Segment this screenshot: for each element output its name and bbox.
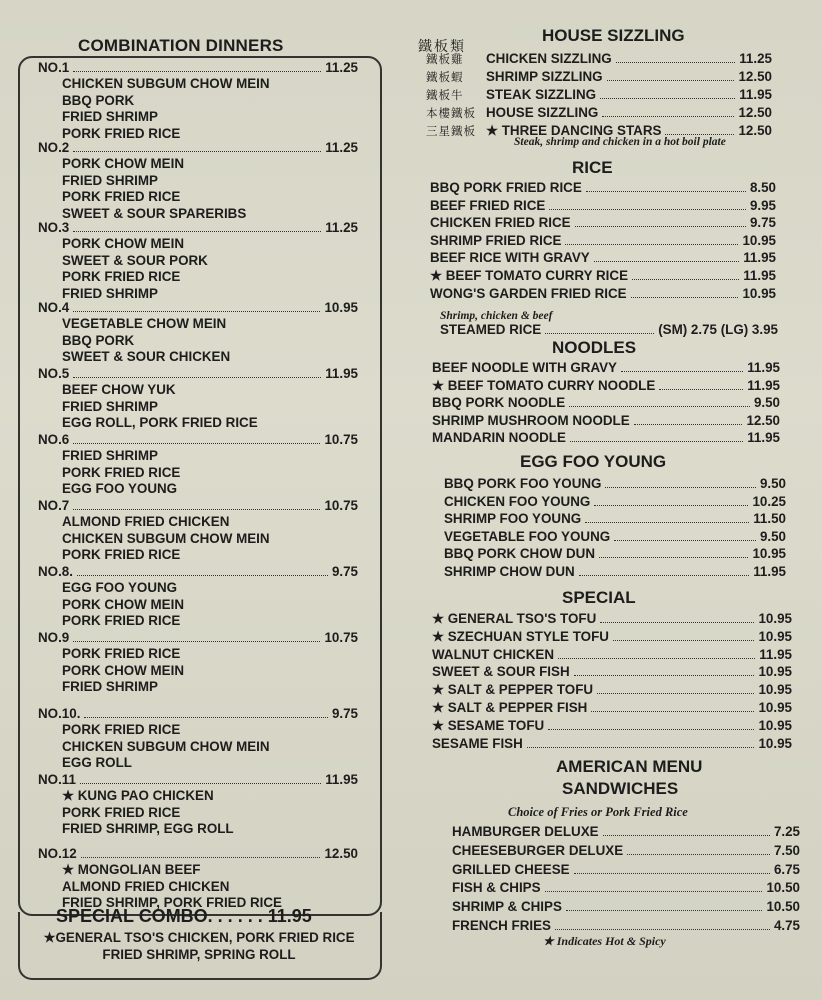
menu-row (432, 682, 792, 698)
dot-leader (574, 863, 770, 874)
combo-item: PORK FRIED RICE (62, 189, 181, 205)
special-combo-line-1: ★GENERAL TSO'S CHICKEN, PORK FRIED RICE (43, 930, 355, 945)
item-chinese-name: 鐵板蝦 (426, 70, 464, 84)
dot-leader (549, 199, 746, 210)
item-name: SHRIMP MUSHROOM NOODLE (432, 412, 630, 428)
item-price: 7.25 (773, 824, 800, 839)
combo-label: NO.12 (38, 846, 77, 861)
house-sizzling-title: HOUSE SIZZLING (542, 26, 685, 45)
combo-label: NO.1 (38, 60, 70, 75)
menu-row (444, 529, 786, 544)
item-name: SHRIMP FRIED RICE (430, 232, 562, 248)
combo-item: CHICKEN SUBGUM CHOW MEIN (62, 530, 270, 546)
menu-row (430, 233, 776, 248)
combo-price: 11.95 (325, 366, 358, 381)
item-name: ★ SALT & PEPPER FISH (432, 700, 588, 715)
combo-label: NO.9 (38, 630, 70, 645)
dot-leader (527, 737, 755, 748)
dot-leader (545, 881, 763, 892)
dot-leader (659, 379, 743, 390)
item-price: 11.95 (739, 87, 772, 102)
item-name: ★ SESAME TOFU (432, 717, 545, 733)
item-name: GRILLED CHEESE (452, 861, 570, 877)
wong-note: Shrimp, chicken & beef (440, 310, 553, 322)
steamed-rice-name: STEAMED RICE (440, 322, 542, 337)
menu-row (426, 105, 772, 121)
item-name: ★ BEEF TOMATO CURRY RICE (430, 268, 629, 283)
combo-dinner (38, 366, 358, 432)
combo-dinner (38, 60, 358, 142)
dot-leader (602, 106, 734, 117)
combo-dinner (38, 772, 358, 838)
dot-leader (548, 719, 754, 730)
item-price: 12.50 (738, 105, 772, 120)
item-price: 10.95 (758, 628, 792, 644)
item-price: 10.95 (758, 717, 792, 733)
item-price: 9.95 (749, 197, 776, 213)
combo-price: 11.25 (325, 140, 358, 155)
dot-leader (605, 477, 755, 488)
menu-row (432, 647, 792, 662)
combo-item: BBQ PORK (62, 332, 135, 348)
special-combo-price: 11.95 (267, 906, 312, 926)
american-menu-title: AMERICAN MENU (556, 757, 703, 776)
combo-item: PORK FRIED RICE (62, 722, 181, 738)
dot-leader (73, 499, 320, 510)
item-name: CHICKEN FOO YOUNG (444, 493, 591, 509)
noodles-title: NOODLES (552, 338, 637, 357)
combo-price: 9.75 (331, 564, 358, 579)
dot-leader (73, 221, 321, 232)
combo-item: PORK FRIED RICE (62, 464, 181, 480)
menu-row (430, 250, 776, 265)
menu-row (432, 736, 792, 751)
item-price: 8.50 (749, 180, 776, 195)
combo-dinner (38, 846, 358, 912)
dot-leader (73, 61, 321, 72)
menu-row (432, 413, 780, 428)
dot-leader (84, 707, 328, 718)
item-name: CHICKEN SIZZLING (486, 51, 612, 66)
combo-item: EGG FOO YOUNG (62, 580, 178, 596)
item-chinese-name: 三星鐵板 (426, 124, 476, 138)
combo-header (38, 706, 358, 722)
combo-item: CHICKEN SUBGUM CHOW MEIN (62, 76, 270, 92)
item-price: 11.50 (753, 511, 786, 527)
combo-price: 10.75 (324, 498, 358, 513)
sandwich-note: Choice of Fries or Pork Fried Rice (508, 805, 688, 819)
menu-row (452, 918, 800, 933)
dot-leader (579, 565, 750, 576)
combo-header (38, 772, 358, 788)
combo-label: NO.5 (38, 366, 70, 381)
item-price: 10.95 (758, 735, 792, 751)
dot-leader (613, 630, 755, 641)
dot-leader (621, 361, 743, 372)
item-name: SWEET & SOUR FISH (432, 664, 570, 680)
item-name: SESAME FISH (432, 735, 523, 751)
combo-item: PORK FRIED RICE (62, 269, 181, 285)
dot-leader (566, 900, 763, 911)
dot-leader (591, 701, 754, 712)
combo-header (38, 630, 358, 646)
combo-dinner (38, 432, 358, 498)
special-combo-items (18, 930, 380, 963)
dot-leader (599, 547, 748, 558)
menu-row (432, 629, 792, 645)
combo-header (38, 60, 358, 76)
special-title: SPECIAL (562, 588, 636, 607)
rice-title: RICE (572, 158, 613, 177)
combo-item: EGG ROLL (62, 755, 132, 771)
menu-row (432, 360, 780, 375)
item-price: 10.50 (766, 899, 800, 915)
dot-leader (73, 301, 320, 312)
combo-item: SWEET & SOUR PORK (62, 252, 208, 268)
menu-row (444, 564, 786, 579)
menu-row (444, 494, 786, 509)
combo-dinner (38, 220, 358, 302)
menu-row (432, 611, 792, 627)
hot-spicy-legend: ★ Indicates Hot & Spicy (543, 934, 666, 948)
combo-item: FRIED SHRIMP (62, 172, 158, 188)
item-chinese-name: 鐵板牛 (426, 88, 464, 102)
dot-leader (73, 141, 321, 152)
menu-row (430, 286, 776, 301)
item-name: BEEF RICE WITH GRAVY (430, 250, 590, 266)
sizzling-chinese-title: 鐵板類 (418, 39, 466, 55)
special-combo-label: SPECIAL COMBO. . . . . . (56, 906, 263, 926)
item-price: 10.50 (766, 880, 800, 896)
dot-leader (627, 844, 770, 855)
menu-row (426, 69, 772, 85)
item-name: ★ SZECHUAN STYLE TOFU (432, 628, 609, 644)
combo-item: PORK FRIED RICE (62, 804, 181, 820)
item-price: 7.50 (773, 842, 800, 858)
item-name: HAMBURGER DELUXE (452, 824, 599, 839)
steamed-rice-row (440, 322, 778, 337)
item-price: 11.95 (747, 360, 780, 375)
item-name: ★ BEEF TOMATO CURRY NOODLE (432, 377, 656, 393)
dot-leader (73, 367, 321, 378)
menu-row (452, 899, 800, 914)
combo-header (38, 220, 358, 236)
combo-item: FRIED SHRIMP (62, 109, 158, 125)
dot-leader (73, 433, 320, 444)
combo-dinner (38, 706, 358, 772)
combo-price: 9.75 (331, 706, 358, 721)
combo-label: NO.4 (38, 300, 70, 315)
menu-row (432, 430, 780, 445)
dot-leader (586, 181, 746, 192)
item-price: 9.50 (759, 528, 786, 544)
item-price: 10.95 (742, 285, 776, 301)
item-chinese-name: 鐵板雞 (426, 52, 464, 66)
dot-leader (600, 612, 754, 623)
menu-row (432, 700, 792, 716)
combo-item: FRIED SHRIMP (62, 679, 158, 695)
menu-row (444, 476, 786, 491)
combo-item: FRIED SHRIMP (62, 398, 158, 414)
menu-row (452, 843, 800, 858)
item-price: 4.75 (773, 918, 800, 933)
menu-row (426, 87, 772, 103)
combo-header (38, 140, 358, 156)
combo-price: 10.95 (324, 300, 358, 315)
dot-leader (631, 287, 739, 298)
dot-leader (616, 52, 735, 63)
item-name: CHEESEBURGER DELUXE (452, 842, 624, 858)
item-price: 11.95 (743, 250, 776, 266)
item-price: 12.50 (738, 69, 772, 84)
dot-leader (574, 665, 755, 676)
combo-dinner (38, 498, 358, 564)
combo-item: SWEET & SOUR CHICKEN (62, 349, 231, 365)
combo-item: FRIED SHRIMP, EGG ROLL (62, 821, 234, 837)
menu-row (426, 51, 772, 67)
item-price: 11.25 (739, 51, 772, 66)
dot-leader (570, 431, 743, 442)
combo-item: EGG ROLL, PORK FRIED RICE (62, 415, 258, 431)
item-name: FRENCH FRIES (452, 918, 551, 933)
combo-item: FRIED SHRIMP, PORK FRIED RICE (62, 895, 282, 911)
combo-label: NO.6 (38, 432, 70, 447)
dot-leader (634, 414, 743, 425)
item-price: 10.95 (758, 611, 792, 626)
item-price: 10.95 (758, 700, 792, 715)
combo-label: NO.7 (38, 498, 70, 513)
dot-leader (607, 70, 735, 81)
dot-leader (73, 631, 320, 642)
item-price: 10.25 (752, 493, 786, 509)
dot-leader (603, 825, 770, 836)
combo-header (38, 366, 358, 382)
combo-item: BBQ PORK (62, 92, 135, 108)
dot-leader (597, 683, 754, 694)
combo-dinner (38, 630, 358, 696)
dot-leader (555, 919, 770, 930)
item-name: BEEF FRIED RICE (430, 197, 546, 213)
item-name: BEEF NOODLE WITH GRAVY (432, 360, 617, 375)
combo-header (38, 498, 358, 514)
combo-price: 11.25 (325, 220, 358, 235)
item-name: CHICKEN FRIED RICE (430, 215, 571, 231)
combo-item: PORK CHOW MEIN (62, 662, 184, 678)
combo-item: EGG FOO YOUNG (62, 481, 178, 497)
item-name: ★ GENERAL TSO'S TOFU (432, 611, 597, 626)
combo-item: PORK FRIED RICE (62, 125, 181, 141)
combo-price: 11.25 (325, 60, 358, 75)
item-name: MANDARIN NOODLE (432, 430, 566, 446)
dot-leader (77, 565, 328, 576)
combo-item: CHICKEN SUBGUM CHOW MEIN (62, 738, 270, 754)
item-price: 10.95 (758, 682, 792, 698)
menu-row (430, 215, 776, 230)
combo-label: NO.8. (38, 564, 73, 579)
dot-leader (614, 530, 756, 541)
combo-item: BEEF CHOW YUK (62, 382, 176, 398)
menu-row (452, 824, 800, 839)
dot-leader (632, 269, 739, 280)
combo-item: PORK FRIED RICE (62, 646, 181, 662)
item-price: 11.95 (747, 430, 780, 446)
item-name: SHRIMP SIZZLING (486, 69, 603, 84)
item-name: SHRIMP FOO YOUNG (444, 511, 582, 527)
combo-label: NO.2 (38, 140, 70, 155)
special-combo-line-2: FRIED SHRIMP, SPRING ROLL (102, 946, 296, 962)
combo-dinner (38, 140, 358, 222)
combo-dinner (38, 564, 358, 630)
item-name: WALNUT CHICKEN (432, 646, 554, 662)
item-price: 10.95 (758, 664, 792, 680)
combo-dinner (38, 300, 358, 366)
menu-row (432, 395, 780, 410)
menu-row (444, 546, 786, 561)
combo-price: 11.95 (325, 772, 358, 787)
egg-foo-young-title: EGG FOO YOUNG (520, 452, 667, 471)
combo-item: ALMOND FRIED CHICKEN (62, 514, 230, 530)
menu-row (430, 180, 776, 195)
item-name: WONG'S GARDEN FRIED RICE (430, 285, 627, 301)
item-name: SHRIMP CHOW DUN (444, 564, 575, 579)
combo-header (38, 432, 358, 448)
combo-item: SWEET & SOUR SPARERIBS (62, 205, 247, 221)
dot-leader (565, 234, 738, 245)
combination-dinners-title: COMBINATION DINNERS (78, 36, 284, 55)
combo-header (38, 300, 358, 316)
item-price: 9.50 (759, 476, 786, 491)
menu-row (432, 378, 780, 394)
dot-leader (569, 396, 750, 407)
item-price: 6.75 (773, 861, 800, 877)
dot-leader (558, 648, 755, 659)
item-name: BBQ PORK CHOW DUN (444, 546, 596, 562)
dot-leader (545, 323, 654, 334)
item-price: 10.95 (742, 232, 776, 248)
item-chinese-name: 本樓鐵板 (426, 106, 476, 120)
dot-leader (600, 88, 735, 99)
item-name: HOUSE SIZZLING (486, 105, 599, 120)
combo-item: ★ KUNG PAO CHICKEN (62, 788, 214, 804)
menu-row (444, 511, 786, 526)
combo-price: 10.75 (324, 432, 358, 447)
item-name: BBQ PORK FOO YOUNG (444, 476, 602, 491)
dot-leader (80, 773, 321, 784)
item-price: 11.95 (743, 268, 776, 283)
dot-leader (665, 124, 734, 135)
combo-item: VEGETABLE CHOW MEIN (62, 316, 227, 332)
item-name: FISH & CHIPS (452, 880, 541, 896)
combo-item: PORK FRIED RICE (62, 547, 181, 563)
item-price: 11.95 (753, 564, 786, 579)
combo-item: ALMOND FRIED CHICKEN (62, 878, 230, 894)
combo-item: PORK CHOW MEIN (62, 156, 184, 172)
menu-row (432, 664, 792, 679)
menu-row (430, 198, 776, 213)
item-name: VEGETABLE FOO YOUNG (444, 528, 611, 544)
combo-label: NO.11 (38, 772, 76, 787)
item-name: BBQ PORK NOODLE (432, 395, 566, 411)
menu-row (432, 718, 792, 734)
menu-row (452, 862, 800, 877)
combo-label: NO.10. (38, 706, 81, 721)
combo-price: 12.50 (324, 846, 358, 861)
dot-leader (575, 216, 746, 227)
sandwiches-title: SANDWICHES (562, 779, 679, 798)
combo-item: PORK CHOW MEIN (62, 596, 184, 612)
item-name: BBQ PORK FRIED RICE (430, 180, 582, 195)
item-price: 12.50 (738, 123, 772, 138)
sizzling-note: Steak, shrimp and chicken in a hot boil plate (514, 136, 726, 148)
combo-item: PORK FRIED RICE (62, 613, 181, 629)
menu-row (430, 268, 776, 284)
item-name: SHRIMP & CHIPS (452, 899, 562, 915)
combo-item: FRIED SHRIMP (62, 448, 158, 464)
combo-price: 10.75 (324, 630, 358, 645)
dot-leader (594, 495, 748, 506)
item-name: ★ THREE DANCING STARS (486, 123, 662, 138)
special-combo-header (56, 906, 312, 927)
dot-leader (585, 512, 749, 523)
item-price: 11.95 (759, 646, 792, 662)
combo-header (38, 564, 358, 580)
dot-leader (594, 251, 740, 262)
item-price: 10.95 (752, 546, 786, 562)
steamed-rice-price: (SM) 2.75 (LG) 3.95 (658, 322, 778, 337)
dot-leader (81, 847, 321, 858)
item-price: 12.50 (746, 412, 780, 428)
combo-item: FRIED SHRIMP (62, 285, 158, 301)
item-price: 9.75 (749, 215, 776, 231)
item-name: STEAK SIZZLING (486, 87, 597, 102)
combo-header (38, 846, 358, 862)
menu-row (452, 880, 800, 895)
item-price: 9.50 (753, 395, 780, 411)
combo-item: ★ MONGOLIAN BEEF (62, 862, 201, 878)
combo-item: PORK CHOW MEIN (62, 236, 184, 252)
item-name: ★ SALT & PEPPER TOFU (432, 682, 594, 698)
item-price: 11.95 (747, 377, 780, 393)
combo-label: NO.3 (38, 220, 70, 235)
